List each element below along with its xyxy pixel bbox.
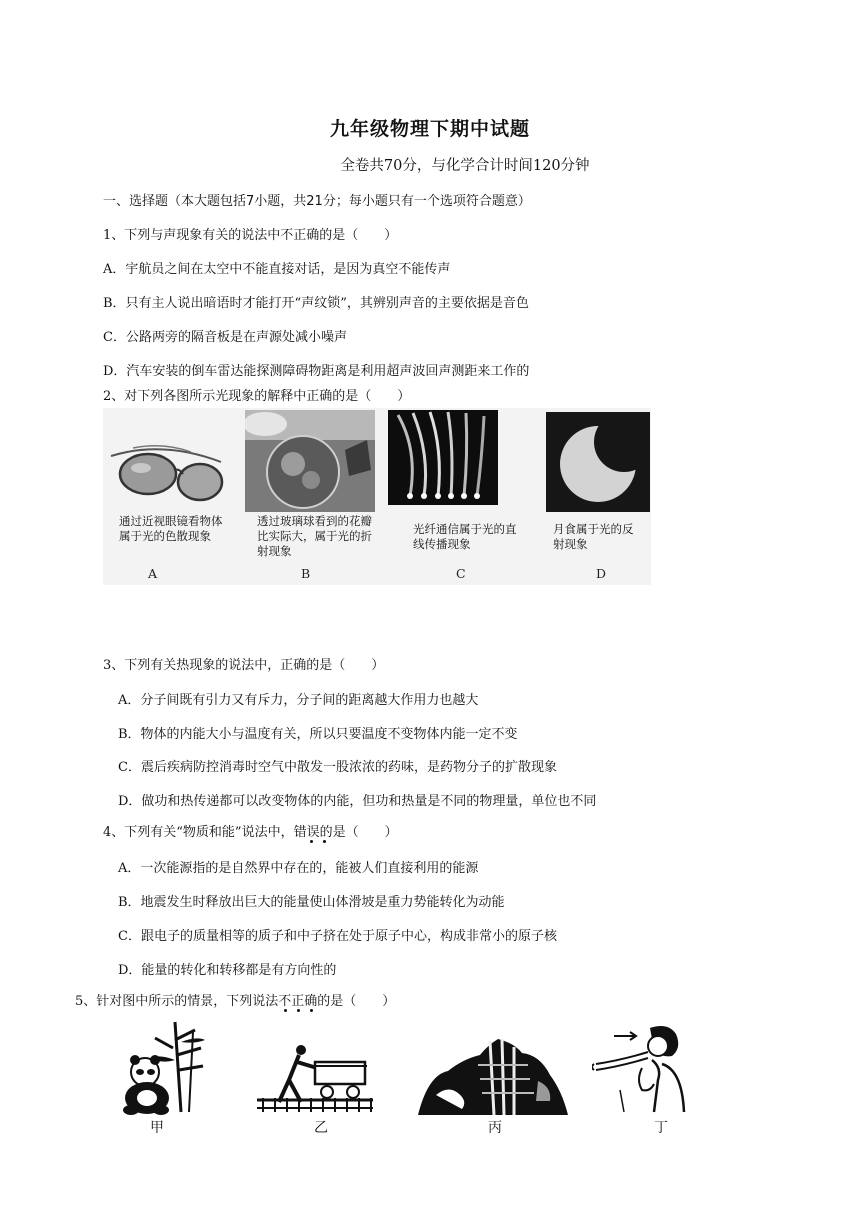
- glass-ball-photo: [245, 410, 375, 512]
- eclipse-photo: [546, 412, 650, 512]
- q3-option-a: A．分子间既有引力又有斥力，分子间的距离越大作用力也越大: [118, 693, 479, 708]
- q4-option-d: D．能量的转化和转移都是有方向性的: [118, 963, 337, 978]
- q2-stem: 2、对下列各图所示光现象的解释中正确的是（ ）: [103, 389, 411, 404]
- glasses-photo: [103, 418, 228, 508]
- q2-figure-strip: [103, 408, 651, 585]
- q1-stem: 1、下列与声现象有关的说法中不正确的是（ ）: [103, 228, 398, 243]
- page-title: 九年级物理下期中试题: [329, 118, 530, 140]
- emphasis-dot: [297, 1009, 300, 1012]
- caption-d: 月食属于光的反射现象: [553, 522, 634, 551]
- q3-option-c: C．震后疾病防控消毒时空气中散发一股浓浓的药味，是药物分子的扩散现象: [118, 760, 557, 775]
- q3-stem: 3、下列有关热现象的说法中，正确的是（ ）: [103, 658, 385, 673]
- q3-option-d: D．做功和热传递都可以改变物体的内能，但功和热量是不同的物理量，单位也不同: [118, 794, 597, 809]
- q4-stem: 4、下列有关“物质和能”说法中，错误的是（ ）: [103, 825, 398, 840]
- caption-a: 通过近视眼镜看物体属于光的色散现象: [119, 514, 223, 543]
- label-bing: 丙: [488, 1120, 502, 1136]
- q3-option-b: B．物体的内能大小与温度有关，所以只要温度不变物体内能一定不变: [118, 727, 518, 742]
- q1-option-b: B．只有主人说出暗语时才能打开“声纹锁”，其辨别声音的主要依据是音色: [103, 296, 529, 311]
- emphasis-dot: [310, 1009, 313, 1012]
- q5-stem: 5、针对图中所示的情景，下列说法不正确的是（ ）: [75, 994, 396, 1009]
- label-ding: 丁: [654, 1120, 668, 1136]
- q1-option-c: C．公路两旁的隔音板是在声源处减小噪声: [103, 330, 347, 345]
- cart-on-rails-icon: [255, 1040, 375, 1120]
- q4-option-c: C．跟电子的质量相等的质子和中子挤在处于原子中心，构成非常小的原子核: [118, 929, 557, 944]
- emphasis-dot: [310, 840, 313, 843]
- blowing-pipe-icon: [592, 1020, 692, 1115]
- label-d: D: [596, 566, 607, 581]
- caption-c: 光纤通信属于光的直线传播现象: [413, 522, 517, 551]
- label-jia: 甲: [150, 1120, 164, 1136]
- q4-option-b: B．地震发生时释放出巨大的能量使山体滑坡是重力势能转化为动能: [118, 895, 505, 910]
- q1-option-d: D．汽车安装的倒车雷达能探测障碍物距离是利用超声波回声测距来工作的: [103, 364, 530, 379]
- landslide-icon: [418, 1035, 568, 1117]
- caption-b: 透过玻璃球看到的花瓣比实际大，属于光的折射现象: [257, 514, 372, 558]
- label-a: A: [148, 566, 158, 581]
- label-c: C: [456, 566, 466, 581]
- panda-bamboo-icon: [115, 1020, 210, 1115]
- emphasis-dot: [284, 1009, 287, 1012]
- q4-option-a: A．一次能源指的是自然界中存在的，能被人们直接利用的能源: [118, 861, 479, 876]
- section-heading: 一、选择题（本大题包括7小题，共21分；每小题只有一个选项符合题意）: [103, 194, 531, 209]
- emphasis-dot: [323, 840, 326, 843]
- q1-option-a: A．宇航员之间在太空中不能直接对话，是因为真空不能传声: [103, 262, 451, 277]
- label-b: B: [301, 566, 311, 581]
- page-subtitle: 全卷共70分，与化学合计时间120分钟: [340, 158, 590, 174]
- optical-fiber-photo: [388, 410, 498, 505]
- label-yi: 乙: [314, 1120, 328, 1136]
